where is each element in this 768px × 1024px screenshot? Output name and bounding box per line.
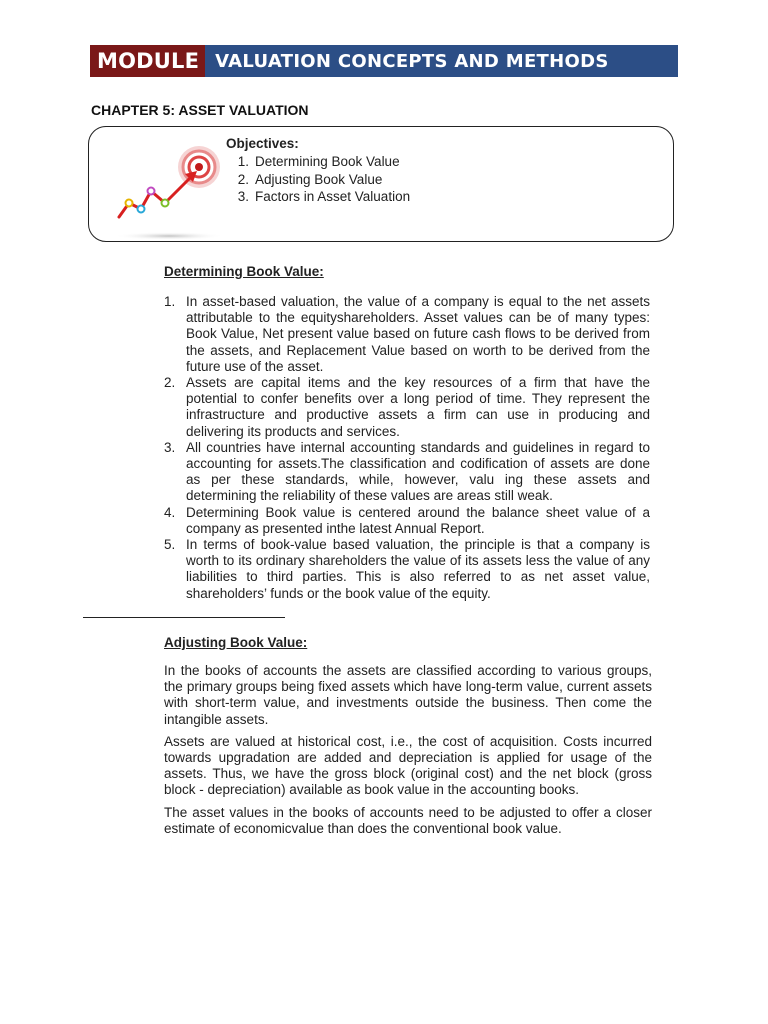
objective-text: Determining Book Value: [255, 154, 400, 169]
list-text: In asset-based valuation, the value of a company is equal to the net assets attributable to the equityshareholders. Asset values can be of many types: Book Value, Net present value based on future cash flows to be derived from the assets, and Replacement Value based on worth to be derived from the future use of the asset.: [186, 294, 650, 374]
list-number: 2.: [164, 375, 176, 391]
objective-number: 2.: [237, 171, 249, 187]
list-item: [164, 505, 650, 537]
list-item: [164, 440, 650, 505]
list-text: In terms of book-value based valuation, the principle is that a company is worth to its ordinary shareholders the value of its assets less the value of any liabilities to third parties. This is also referred to as net asset value, shareholders’ funds or the book value of the equity.: [186, 537, 650, 601]
objective-text: Factors in Asset Valuation: [255, 189, 411, 204]
footnote-divider: [83, 617, 285, 618]
list-text: Determining Book value is centered around the balance sheet value of a company as presented inthe latest Annual Report.: [186, 504, 650, 536]
paragraph: The asset values in the books of accounts need to be adjusted to offer a closer estimate of economicvalue than does the conventional book value.: [164, 804, 652, 836]
objective-number: 3.: [237, 189, 249, 204]
list-item: [164, 294, 650, 375]
list-text: Assets are capital items and the key resources of a firm that have the potential to confer benefits over a long period of time. They represent the infrastructure and productive assets a firm can use in producing and delivering its products and services.: [186, 375, 650, 439]
objective-number: 1.: [237, 154, 249, 169]
section-heading-determining: Determining Book Value:: [164, 264, 324, 279]
section-heading-adjusting: Adjusting Book Value:: [164, 635, 308, 650]
module-label: MODULE: [90, 45, 205, 77]
objectives-heading: Objectives:: [226, 136, 299, 151]
list-number: 5.: [164, 537, 176, 553]
objectives-box: [88, 126, 674, 242]
objective-item: [226, 188, 410, 206]
list-item: [164, 537, 650, 602]
list-number: 3.: [164, 439, 176, 455]
objective-item: [226, 171, 410, 189]
objective-item: [226, 153, 410, 171]
adjusting-body: [164, 663, 652, 843]
determining-list: [164, 294, 650, 602]
chapter-title: CHAPTER 5: ASSET VALUATION: [91, 102, 309, 118]
list-item: [164, 375, 650, 440]
list-number: 4.: [164, 504, 176, 520]
objective-text: Adjusting Book Value: [255, 171, 383, 187]
paragraph: Assets are valued at historical cost, i.e., the cost of acquisition. Costs incurred towards upgradation are added and depreciation is applied for usage of the assets. Thus, we have the gross block (original cost) and the net block (gross block - depreciation) available as book value in the accounting books.: [164, 733, 652, 798]
paragraph: In the books of accounts the assets are classified according to various groups, the primary groups being fixed assets which have long-term value, current assets with short-term value, and investments outside the business. Then come the intangible assets.: [164, 663, 652, 727]
list-text: All countries have internal accounting standards and guidelines in regard to accounting for assets.The classification and codification of assets are done as per these standards, while, however, valu ing these assets and determining the reliability of these values are areas still weak.: [186, 439, 650, 504]
module-title: VALUATION CONCEPTS AND METHODS: [215, 50, 609, 72]
list-number: 1.: [164, 294, 176, 309]
module-banner: [90, 45, 678, 77]
